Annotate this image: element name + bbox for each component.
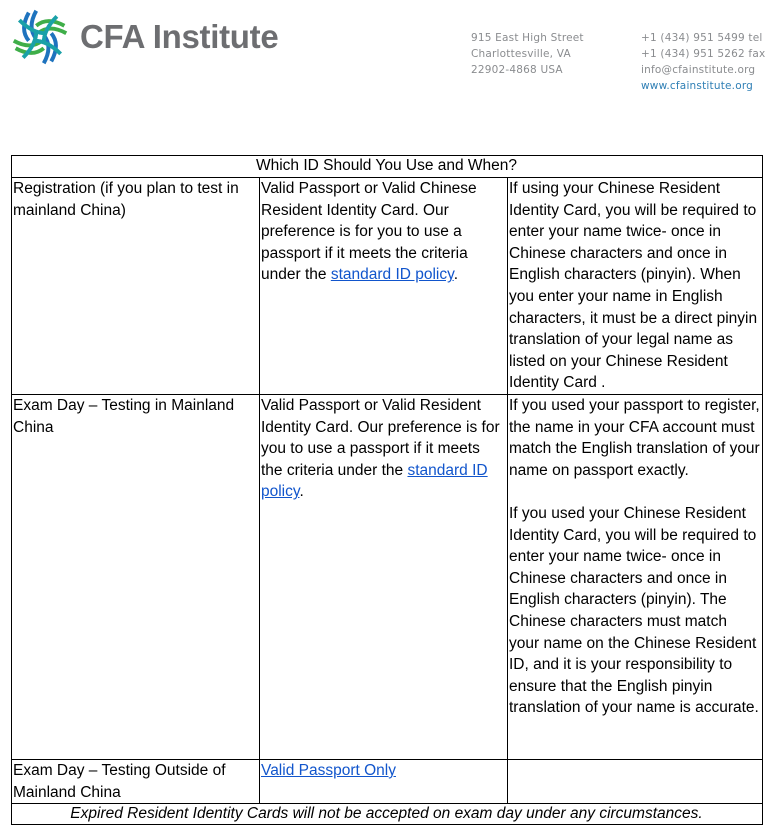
scenario-cell: Registration (if you plan to test in mainland China): [12, 178, 260, 395]
table-footer-note: Expired Resident Identity Cards will not be accepted on exam day under any circumstances.: [12, 804, 763, 825]
cfa-logo: [10, 6, 278, 68]
cfa-pinwheel-logo-icon: [10, 6, 70, 68]
standard-id-policy-link[interactable]: standard ID policy: [261, 461, 488, 501]
phone-tel: +1 (434) 951 5499 tel: [641, 32, 763, 44]
table-row: [12, 178, 763, 395]
table-title: Which ID Should You Use and When?: [12, 156, 763, 178]
address-block: [471, 30, 584, 78]
id-cell: [260, 178, 508, 395]
website-link[interactable]: www.cfainstitute.org: [641, 80, 754, 92]
email: info@cfainstitute.org: [641, 64, 756, 76]
note-paragraph: If you used your Chinese Resident Identity Card, you will be required to enter your name twice- once in Chinese characters and once in English characters (pinyin). The Chinese characters must match your name on the Chinese Resident ID, and it is your responsibility to ensure that the English pinyin translation of your name is accurate.: [509, 504, 759, 717]
id-text-end: .: [299, 483, 304, 501]
table-row: [12, 395, 763, 760]
scenario-cell: Exam Day – Testing Outside of Mainland China: [12, 760, 260, 804]
logo-wordmark: CFA Institute: [80, 18, 279, 55]
valid-passport-only-link[interactable]: Valid Passport Only: [261, 762, 396, 779]
id-text: Valid Passport or Valid Chinese Resident Identity Card. Our preference is for you to use a passport if it meets the criteria under the: [261, 180, 477, 284]
table-row: [12, 760, 763, 804]
note-paragraph: If using your Chinese Resident Identity Card, you will be required to enter your name twice- once in Chinese characters and once in English characters (pinyin). When you enter your name in English characters, it must be a direct pinyin translation of your legal name as listed on your Chinese Resident Identity Card .: [509, 180, 758, 392]
address-line: Charlottesville, VA: [471, 48, 571, 60]
id-text: Valid Passport or Valid Resident Identity Card. Our preference is for you to use a passport if it meets the criteria under the: [261, 397, 500, 479]
address-line: 915 East High Street: [471, 32, 584, 44]
id-cell: [260, 760, 508, 804]
id-text-end: .: [453, 266, 459, 284]
letterhead: [0, 0, 770, 100]
phone-fax: +1 (434) 951 5262 fax: [641, 48, 766, 60]
note-paragraph: If you used your passport to register, the name in your CFA account must match the English translation of your name on passport exactly.: [509, 397, 760, 479]
contact-block: [641, 30, 765, 94]
notes-cell: [508, 178, 763, 395]
address-line: 22902-4868 USA: [471, 64, 563, 76]
notes-cell: [508, 760, 763, 804]
scenario-cell: Exam Day – Testing in Mainland China: [12, 395, 260, 760]
notes-cell: [508, 395, 763, 760]
id-cell: [260, 395, 508, 760]
standard-id-policy-link[interactable]: standard ID policy: [330, 266, 454, 284]
id-policy-table: [11, 155, 763, 825]
